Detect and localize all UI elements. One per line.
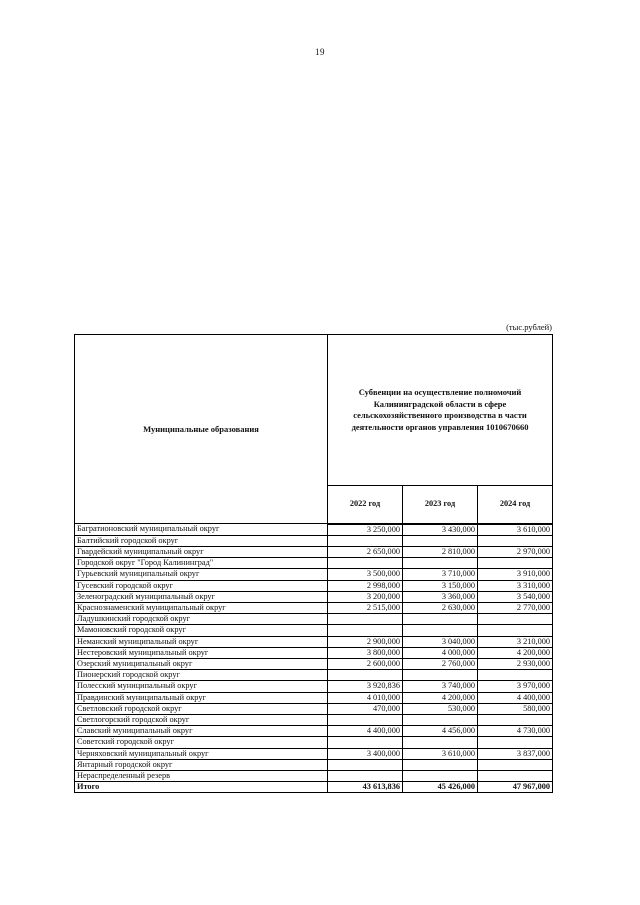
value-2024: 4 730,000 — [478, 726, 553, 737]
municipality-name: Гурьевский муниципальный округ — [75, 569, 328, 580]
value-2023 — [403, 614, 478, 625]
value-2024: 2 930,000 — [478, 658, 553, 669]
table-row — [75, 703, 553, 714]
value-2022 — [328, 625, 403, 636]
value-2022: 2 998,000 — [328, 580, 403, 591]
municipality-name: Полесский муниципальный округ — [75, 681, 328, 692]
value-2022 — [328, 759, 403, 770]
municipality-name: Правдинский муниципальный округ — [75, 692, 328, 703]
value-2022: 2 600,000 — [328, 658, 403, 669]
value-2024 — [478, 770, 553, 781]
page-number: 19 — [315, 47, 325, 57]
value-2023: 3 360,000 — [403, 591, 478, 602]
table-row — [75, 681, 553, 692]
value-2024: 3 970,000 — [478, 681, 553, 692]
table-row — [75, 569, 553, 580]
value-2022 — [328, 614, 403, 625]
value-2022 — [328, 714, 403, 725]
value-2024: 3 610,000 — [478, 524, 553, 536]
value-2022 — [328, 535, 403, 546]
value-2023: 2 630,000 — [403, 602, 478, 613]
value-2022 — [328, 670, 403, 681]
value-2022: 3 250,000 — [328, 524, 403, 536]
value-2022: 3 920,836 — [328, 681, 403, 692]
value-2023 — [403, 737, 478, 748]
value-2024: 2 970,000 — [478, 546, 553, 557]
table-row — [75, 748, 553, 759]
value-2023: 4 456,000 — [403, 726, 478, 737]
value-2023 — [403, 535, 478, 546]
municipality-name: Зеленоградский муниципальный округ — [75, 591, 328, 602]
value-2022: 3 500,000 — [328, 569, 403, 580]
table-row — [75, 726, 553, 737]
table-body — [75, 524, 553, 782]
table-row — [75, 625, 553, 636]
municipality-name: Светловский городской округ — [75, 703, 328, 714]
value-2024: 4 400,000 — [478, 692, 553, 703]
table-row — [75, 535, 553, 546]
value-2023: 3 150,000 — [403, 580, 478, 591]
value-2022 — [328, 558, 403, 569]
table-row — [75, 658, 553, 669]
municipality-name: Янтарный городской округ — [75, 759, 328, 770]
header-municipalities: Муниципальные образования — [75, 335, 328, 524]
value-2023 — [403, 558, 478, 569]
value-2022: 3 400,000 — [328, 748, 403, 759]
table-row — [75, 670, 553, 681]
value-2024 — [478, 670, 553, 681]
value-2024: 580,000 — [478, 703, 553, 714]
value-2024 — [478, 759, 553, 770]
value-2022 — [328, 770, 403, 781]
municipality-name: Озерский муниципальный округ — [75, 658, 328, 669]
value-2023 — [403, 714, 478, 725]
municipality-name: Советский городской округ — [75, 737, 328, 748]
value-2024 — [478, 558, 553, 569]
value-2022: 3 200,000 — [328, 591, 403, 602]
value-2023: 2 760,000 — [403, 658, 478, 669]
value-2024 — [478, 737, 553, 748]
header-year-2023: 2023 год — [403, 486, 478, 524]
total-row — [75, 782, 553, 793]
table-row — [75, 524, 553, 536]
value-2023: 3 710,000 — [403, 569, 478, 580]
value-2023 — [403, 670, 478, 681]
value-2023: 530,000 — [403, 703, 478, 714]
municipality-name: Черняховский муниципальный округ — [75, 748, 328, 759]
municipality-name: Светлогорский городской округ — [75, 714, 328, 725]
header-year-2024: 2024 год — [478, 486, 553, 524]
municipality-name: Краснознаменский муниципальный округ — [75, 602, 328, 613]
table-row — [75, 636, 553, 647]
table-row — [75, 580, 553, 591]
municipality-name: Багратионовский муниципальный округ — [75, 524, 328, 536]
municipality-name: Неманский муниципальный округ — [75, 636, 328, 647]
subvention-table — [74, 334, 553, 793]
value-2022: 2 515,000 — [328, 602, 403, 613]
municipality-name: Пионерский городской округ — [75, 670, 328, 681]
value-2023: 2 810,000 — [403, 546, 478, 557]
value-2024: 2 770,000 — [478, 602, 553, 613]
table-row — [75, 737, 553, 748]
table-row — [75, 647, 553, 658]
table-row — [75, 602, 553, 613]
value-2022: 2 650,000 — [328, 546, 403, 557]
table-row — [75, 770, 553, 781]
table-row — [75, 759, 553, 770]
table-row — [75, 714, 553, 725]
municipality-name: Нераспределенный резерв — [75, 770, 328, 781]
value-2022: 2 900,000 — [328, 636, 403, 647]
value-2024 — [478, 714, 553, 725]
value-2024 — [478, 535, 553, 546]
table-row — [75, 614, 553, 625]
value-2023 — [403, 625, 478, 636]
municipality-name: Городской округ "Город Калининград" — [75, 558, 328, 569]
value-2024: 3 210,000 — [478, 636, 553, 647]
total-2022: 43 613,836 — [328, 782, 403, 793]
value-2022: 470,000 — [328, 703, 403, 714]
municipality-name: Гвардейский муниципальный округ — [75, 546, 328, 557]
value-2024: 3 310,000 — [478, 580, 553, 591]
table-row — [75, 692, 553, 703]
value-2023: 3 740,000 — [403, 681, 478, 692]
header-year-2022: 2022 год — [328, 486, 403, 524]
municipality-name: Мамоновский городской округ — [75, 625, 328, 636]
value-2023: 4 200,000 — [403, 692, 478, 703]
value-2023: 3 430,000 — [403, 524, 478, 536]
municipality-name: Нестеровский муниципальный округ — [75, 647, 328, 658]
value-2022: 4 400,000 — [328, 726, 403, 737]
value-2024: 4 200,000 — [478, 647, 553, 658]
value-2024: 3 910,000 — [478, 569, 553, 580]
municipality-name: Гусевский городской округ — [75, 580, 328, 591]
value-2023: 4 000,000 — [403, 647, 478, 658]
table-row — [75, 546, 553, 557]
value-2022: 3 800,000 — [328, 647, 403, 658]
value-2024: 3 540,000 — [478, 591, 553, 602]
value-2023 — [403, 759, 478, 770]
value-2023: 3 610,000 — [403, 748, 478, 759]
table-row — [75, 558, 553, 569]
units-label: (тыс.рублей) — [506, 322, 552, 332]
table-row — [75, 591, 553, 602]
value-2024: 3 837,000 — [478, 748, 553, 759]
value-2024 — [478, 614, 553, 625]
header-subvention: Субвенции на осуществление полномочий Калининградской области в сфере сельскохозяйственного производства в части деятельности органов управления 1010670660 — [328, 335, 553, 486]
municipality-name: Славский муниципальный округ — [75, 726, 328, 737]
municipality-name: Балтийский городской округ — [75, 535, 328, 546]
value-2024 — [478, 625, 553, 636]
value-2023 — [403, 770, 478, 781]
municipality-name: Ладушкинский городской округ — [75, 614, 328, 625]
total-2024: 47 967,000 — [478, 782, 553, 793]
value-2022 — [328, 737, 403, 748]
total-2023: 45 426,000 — [403, 782, 478, 793]
total-label: Итого — [75, 782, 328, 793]
value-2023: 3 040,000 — [403, 636, 478, 647]
value-2022: 4 010,000 — [328, 692, 403, 703]
